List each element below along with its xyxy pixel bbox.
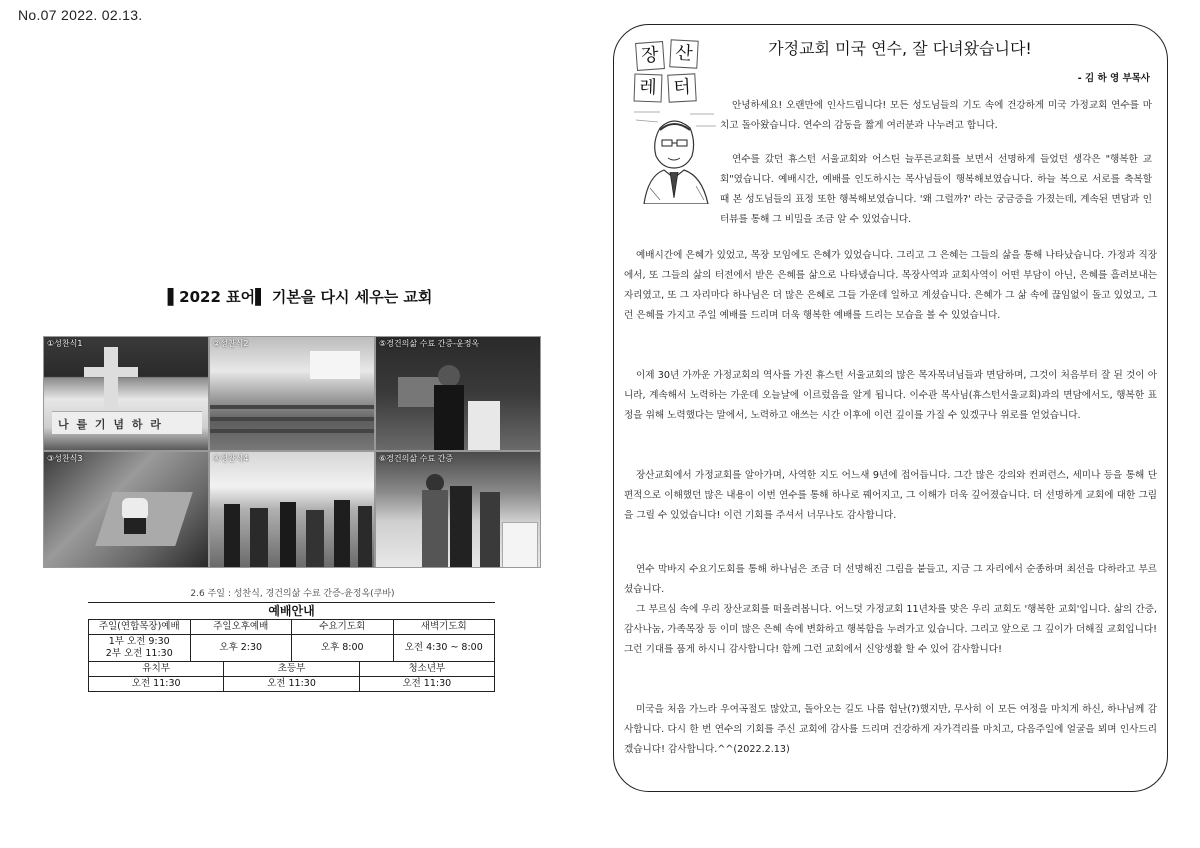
photo-label: ②성찬식2 — [213, 339, 249, 348]
service-schedule — [88, 602, 495, 692]
letter-paragraph: 그 부르심 속에 우리 장산교회를 떠올려봅니다. 어느덧 가정교회 11년차를 맞은 우리 교회도 '행복한 교회'입니다. 삶의 간증, 감사나눔, 가족목장 등 이미 많은 은혜 속에 변화하고 행복함을 누려가고 있습니다. 그리고 앞으로 그 깊이가 더해질 교회입니다! 그런 기대를 품게 하시니 감사합니다! 함께 그런 교회에서 신앙생활 할 수 있어 감사합니다! — [624, 604, 1157, 655]
dept-time: 오전 11:30 — [89, 677, 224, 692]
photo-label: ①성찬식1 — [47, 339, 83, 348]
department-table — [88, 662, 495, 692]
dept-header: 초등부 — [224, 662, 359, 677]
service-time: 오전 4:30 ~ 8:00 — [393, 635, 495, 662]
photo-label: ⑥경건의삶 수료 간증 — [379, 454, 454, 463]
photo-testimony — [375, 336, 541, 451]
photo-graduation — [375, 451, 541, 568]
photo-collage — [43, 336, 541, 568]
photo-communion-1 — [43, 336, 209, 451]
year-motto: ▌2022 표어▌ 기본을 다시 세우는 교회 — [167, 288, 433, 306]
dept-header: 유치부 — [89, 662, 224, 677]
service-time: 1부 오전 9:30 2부 오전 11:30 — [89, 635, 191, 662]
letter-title: 가정교회 미국 연수, 잘 다녀왔습니다! — [768, 39, 1032, 58]
service-header: 주일(연합목장)예배 — [89, 620, 191, 635]
letter-paragraph: 미국을 처음 가느라 우여곡절도 많았고, 돌아오는 길도 나름 험난(?)했지만, 무사히 이 모든 여정을 마치게 하신, 하나님께 감사합니다. 다시 한 번 연수의 기회를 주신 교회에 감사를 드리며 건강하게 자가격리를 마치고, 다음주일에 얼굴을 뵈며 인사드리겠습니다! 감사합니다.^^(2022.2.13) — [624, 704, 1157, 755]
badge-char: 산 — [669, 39, 698, 68]
photo-communion-2 — [209, 336, 375, 451]
letter-paragraph: 이제 30년 가까운 가정교회의 역사를 가진 휴스턴 서울교회의 많은 목자목녀님들과 면담하며, 그것이 처음부터 잘 된 것이 아니라, 계속해서 노력하는 가운데 오늘날에 이르렀음을 알게 됩니다. 이수관 목사님(휴스턴서울교회)과의 면담에서도, 행복한 표정을 위해 노력했다는 말에서, 노력하고 애쓰는 시간 이후에 이런 깊이를 가질 수 있겠구나 위로를 얻었습니다. — [624, 370, 1157, 421]
letter-paragraph: 연수 막바지 수요기도회를 통해 하나님은 조금 더 선명해진 그림을 붙들고, 지금 그 자리에서 순종하며 최선을 다하라고 부르셨습니다. — [624, 564, 1157, 595]
photo-label: ③성찬식3 — [47, 454, 83, 463]
service-time: 오후 8:00 — [292, 635, 394, 662]
photo-communion-3 — [43, 451, 209, 568]
service-header: 새벽기도회 — [393, 620, 495, 635]
service-header: 수요기도회 — [292, 620, 394, 635]
service-title: 예배안내 — [88, 602, 495, 619]
banner-text: 나 를 기 념 하 라 — [58, 418, 163, 431]
letter-paragraph: 예배시간에 은혜가 있었고, 목장 모임에도 은혜가 있었습니다. 그리고 그 은혜는 그들의 삶을 통해 나타났습니다. 가정과 직장에서, 또 그들의 삶의 터전에서 받은 은혜를 삶으로 나타냈습니다. 목장사역과 교회사역이 어떤 부담이 아닌, 은혜를 흘려보내는 자리였고, 또 그 자리마다 하나님은 더 많은 은혜로 그들 가운데 일하고 계셨습니다. 은혜가 그 삶 속에 끊임없이 돌고 있었고, 그런 은혜를 가지고 주일 예배를 드리며 더욱 행복한 예배를 드리는 모습을 볼 수 있었습니다. — [624, 250, 1157, 321]
dept-header: 청소년부 — [359, 662, 494, 677]
dept-time: 오전 11:30 — [359, 677, 494, 692]
photo-caption: 2.6 주일 : 성찬식, 경건의삶 수료 간증-윤정옥(쿠바) — [190, 589, 395, 599]
service-header: 주일오후예배 — [190, 620, 292, 635]
badge-char: 레 — [634, 74, 663, 103]
photo-label: ⑤경건의삶 수료 간증-윤정옥 — [379, 339, 480, 348]
dept-time: 오전 11:30 — [224, 677, 359, 692]
author-portrait — [630, 108, 718, 204]
letter-paragraph: 장산교회에서 가정교회를 알아가며, 사역한 지도 어느새 9년에 접어듭니다. 그간 많은 강의와 컨퍼런스, 세미나 등을 통해 단편적으로 이해했던 많은 내용이 이번 연수를 통해 하나로 꿰어지고, 그 이해가 더욱 깊어졌습니다. 더 선명하게 교회에 대한 그림을 그릴 수 있었습니다! 이런 기회를 주셔서 너무나도 감사합니다. — [624, 470, 1157, 521]
service-time: 오후 2:30 — [190, 635, 292, 662]
photo-label: ④성찬식4 — [213, 454, 249, 463]
service-table — [88, 619, 495, 662]
badge-char: 터 — [667, 73, 696, 102]
letter-paragraph: 연수를 갔던 휴스턴 서울교회와 어스틴 늘푸른교회를 보면서 선명하게 들었던 생각은 "행복한 교회"였습니다. 예배시간, 예배를 인도하시는 목사님들이 행복해보였습니다. 하늘 복으로 서로를 축복할 때 본 성도님들의 표정 또한 행복해보였습니다. '왜 그럴까?' 라는 궁금증을 가졌는데, 계속된 면담과 인터뷰를 통해 그 비밀을 조금 알 수 있었습니다. — [720, 154, 1152, 225]
letter-author: - 김 하 영 부목사 — [1077, 73, 1150, 84]
letter-paragraph: 안녕하세요! 오랜만에 인사드립니다! 모든 성도님들의 기도 속에 건강하게 미국 가정교회 연수를 마치고 돌아왔습니다. 연수의 감동을 짧게 여러분과 나누려고 합니다. — [720, 100, 1152, 131]
badge-char: 장 — [635, 41, 665, 71]
issue-number: No.07 2022. 02.13. — [18, 7, 143, 23]
photo-communion-4 — [209, 451, 375, 568]
